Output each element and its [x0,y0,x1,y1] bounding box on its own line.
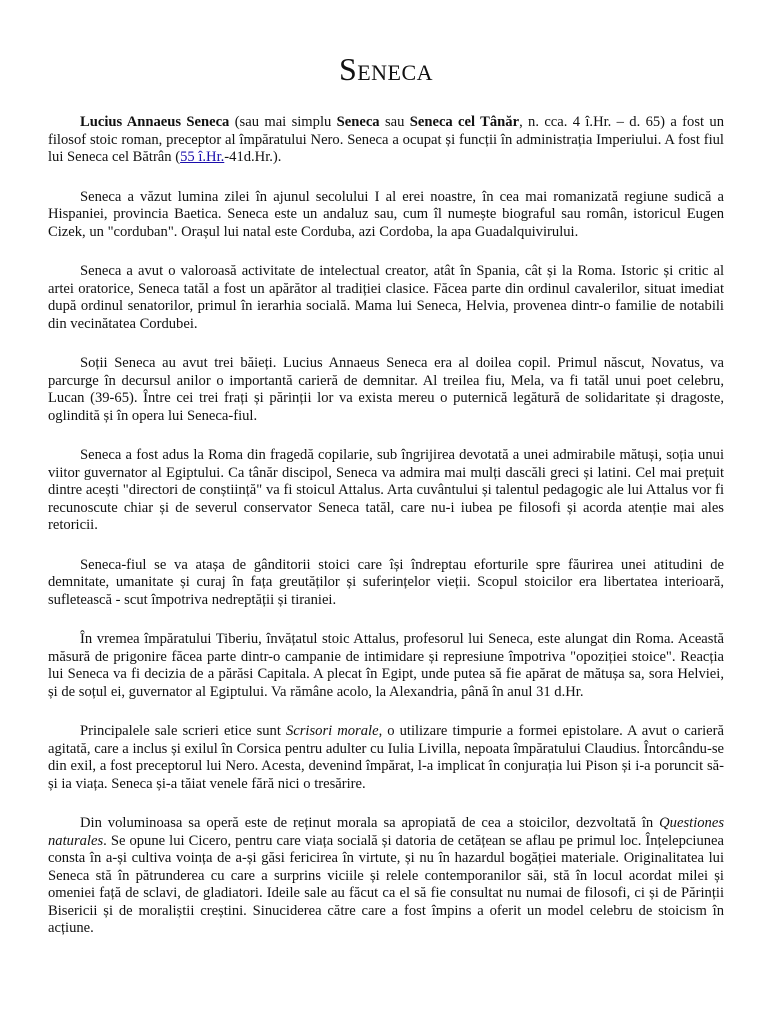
paragraph-4: Soții Seneca au avut trei băieți. Lucius Annaeus Seneca era al doilea copil. Primul născut, Novatus, va parcurge în decursul anilor o importantă carieră de demnitar. Al treilea fiu, Mela, va fi tatăl unui poet celebru, Lucan (39-65). Între cei trei frați și părinții lor va exista mereu o puternică legătură de solidaritate și dragoste, oglindită și în opera lui Seneca-fiul. [48,355,724,424]
subject-name: Lucius Annaeus Seneca [80,114,230,130]
paragraph-2: Seneca a văzut lumina zilei în ajunul secolului I al erei noastre, în cea mai romanizată regiune sudică a Hispaniei, provincia Baetica. Seneca este un andaluz sau, cum îl numește biograful sau român, istoricul Eugen Cizek, un "corduban". Orașul lui natal este Corduba, azi Cordoba, la apa Guadalquivirului. [48,188,724,240]
work-title: Questiones naturales [48,815,724,849]
paragraph-8: Principalele sale scrieri etice sunt Scrisori morale, o utilizare timpurie a formei epistolare. A avut o carieră agitată, care a inclus și exilul în Corsica pentru adulter cu Iulia Livilla, nepoata împăratului Claudius. Întorcându-se din exil, a fost preceptorul lui Nero. Acesta, devenind împărat, l-a implicat în conjurația lui Pison și i-a poruncit să-și ia viața. Seneca și-a tăiat venele fără nici o tresărire. [48,723,724,792]
paragraph-3: Seneca a avut o valoroasă activitate de intelectual creator, atât în Spania, cât și la Roma. Istoric și critic al artei oratorice, Seneca tatăl a fost un apărător al tradiției clasice. Făcea parte din ordinul cavalerilor, situat imediat după ordinul senatorilor, primul în ierarhia socială. Mama lui Seneca, Helvia, provenea dintr-o familie de notabili din vecinătatea Cordubei. [48,263,724,332]
work-title: Scrisori morale [285,723,379,739]
paragraph-9: Din voluminoasa sa operă este de reținut morala sa apropiată de cea a stoicilor, dezvoltată în Questiones naturales. Se opune lui Cicero, pentru care viața socială și datoria de cetățean se aflau pe primul loc. Înțelepciunea consta în a-și cultiva voința de a-și găsi fericirea în virtute, și nu în hazardul bogăției materiale. Originalitatea lui Seneca stă în pătrunderea cu care a surprins viciile și relele contemporanilor săi, stă în locul acordat milei și omeniei față de sclavi, de gladiatori. Ideile sale au făcut ca el să fie consultat nu numai de filosofi, ci și de Părinții Bisericii și de moraliștii creștini. Sinuciderea către care a fost împins a oferit un model celebru de stoicism în acțiune. [48,815,724,936]
paragraph-7: În vremea împăratului Tiberiu, învățatul stoic Attalus, profesorul lui Seneca, este alungat din Roma. Această măsură de prigonire făcea parte dintr-o campanie de intimidare și represiune împotriva "opoziției stoice". Reacția lui Seneca va fi decizia de a părăsi Capitala. A plecat în Egipt, unde putea să fie apărat de mătușa sa, sora Helviei, și de soțul ei, guvernator al Egiptului. Va rămâne acolo, la Alexandria, până în anul 31 d.Hr. [48,631,724,700]
paragraph-1: Lucius Annaeus Seneca (sau mai simplu Seneca sau Seneca cel Tânăr, n. cca. 4 î.Hr. – d. 65) a fost un filosof stoic roman, preceptor al împăratului Nero. Seneca a ocupat și funcții în administrația Imperiului. A fost fiul lui Seneca cel Bătrân (55 î.Hr.-41d.Hr.). [48,114,724,165]
paragraph-6: Seneca-fiul se va atașa de gânditorii stoici care își îndreptau eforturile spre făurirea unei atitudini de demnitate, umanitate și curaj în fața greutăților și suferințelor vieții. Scopul stoicilor era libertatea interioară, sufletească - scut împotriva nedreptății și tiraniei. [48,556,724,608]
year-link[interactable]: 55 î.Hr. [180,149,225,165]
page-title: Seneca [338,51,434,87]
paragraph-5: Seneca a fost adus la Roma din fragedă copilarie, sub îngrijirea devotată a unei admirabile mătuși, soția unui viitor guvernator al Egiptului. Ca tânăr discipol, Seneca va admira mai mulți dascăli greci și latini. Cel mai prețuit dintre acești "directori de conștiință" va fi stoicul Attalus. Arta cuvântului și talentul pedagogic ale lui Attalus vor fi recunoscute chiar și de severul conservator Seneca tatăl, care nu-i iubea pe filosofi și acorda atenție mai ales retoricii. [48,447,724,533]
